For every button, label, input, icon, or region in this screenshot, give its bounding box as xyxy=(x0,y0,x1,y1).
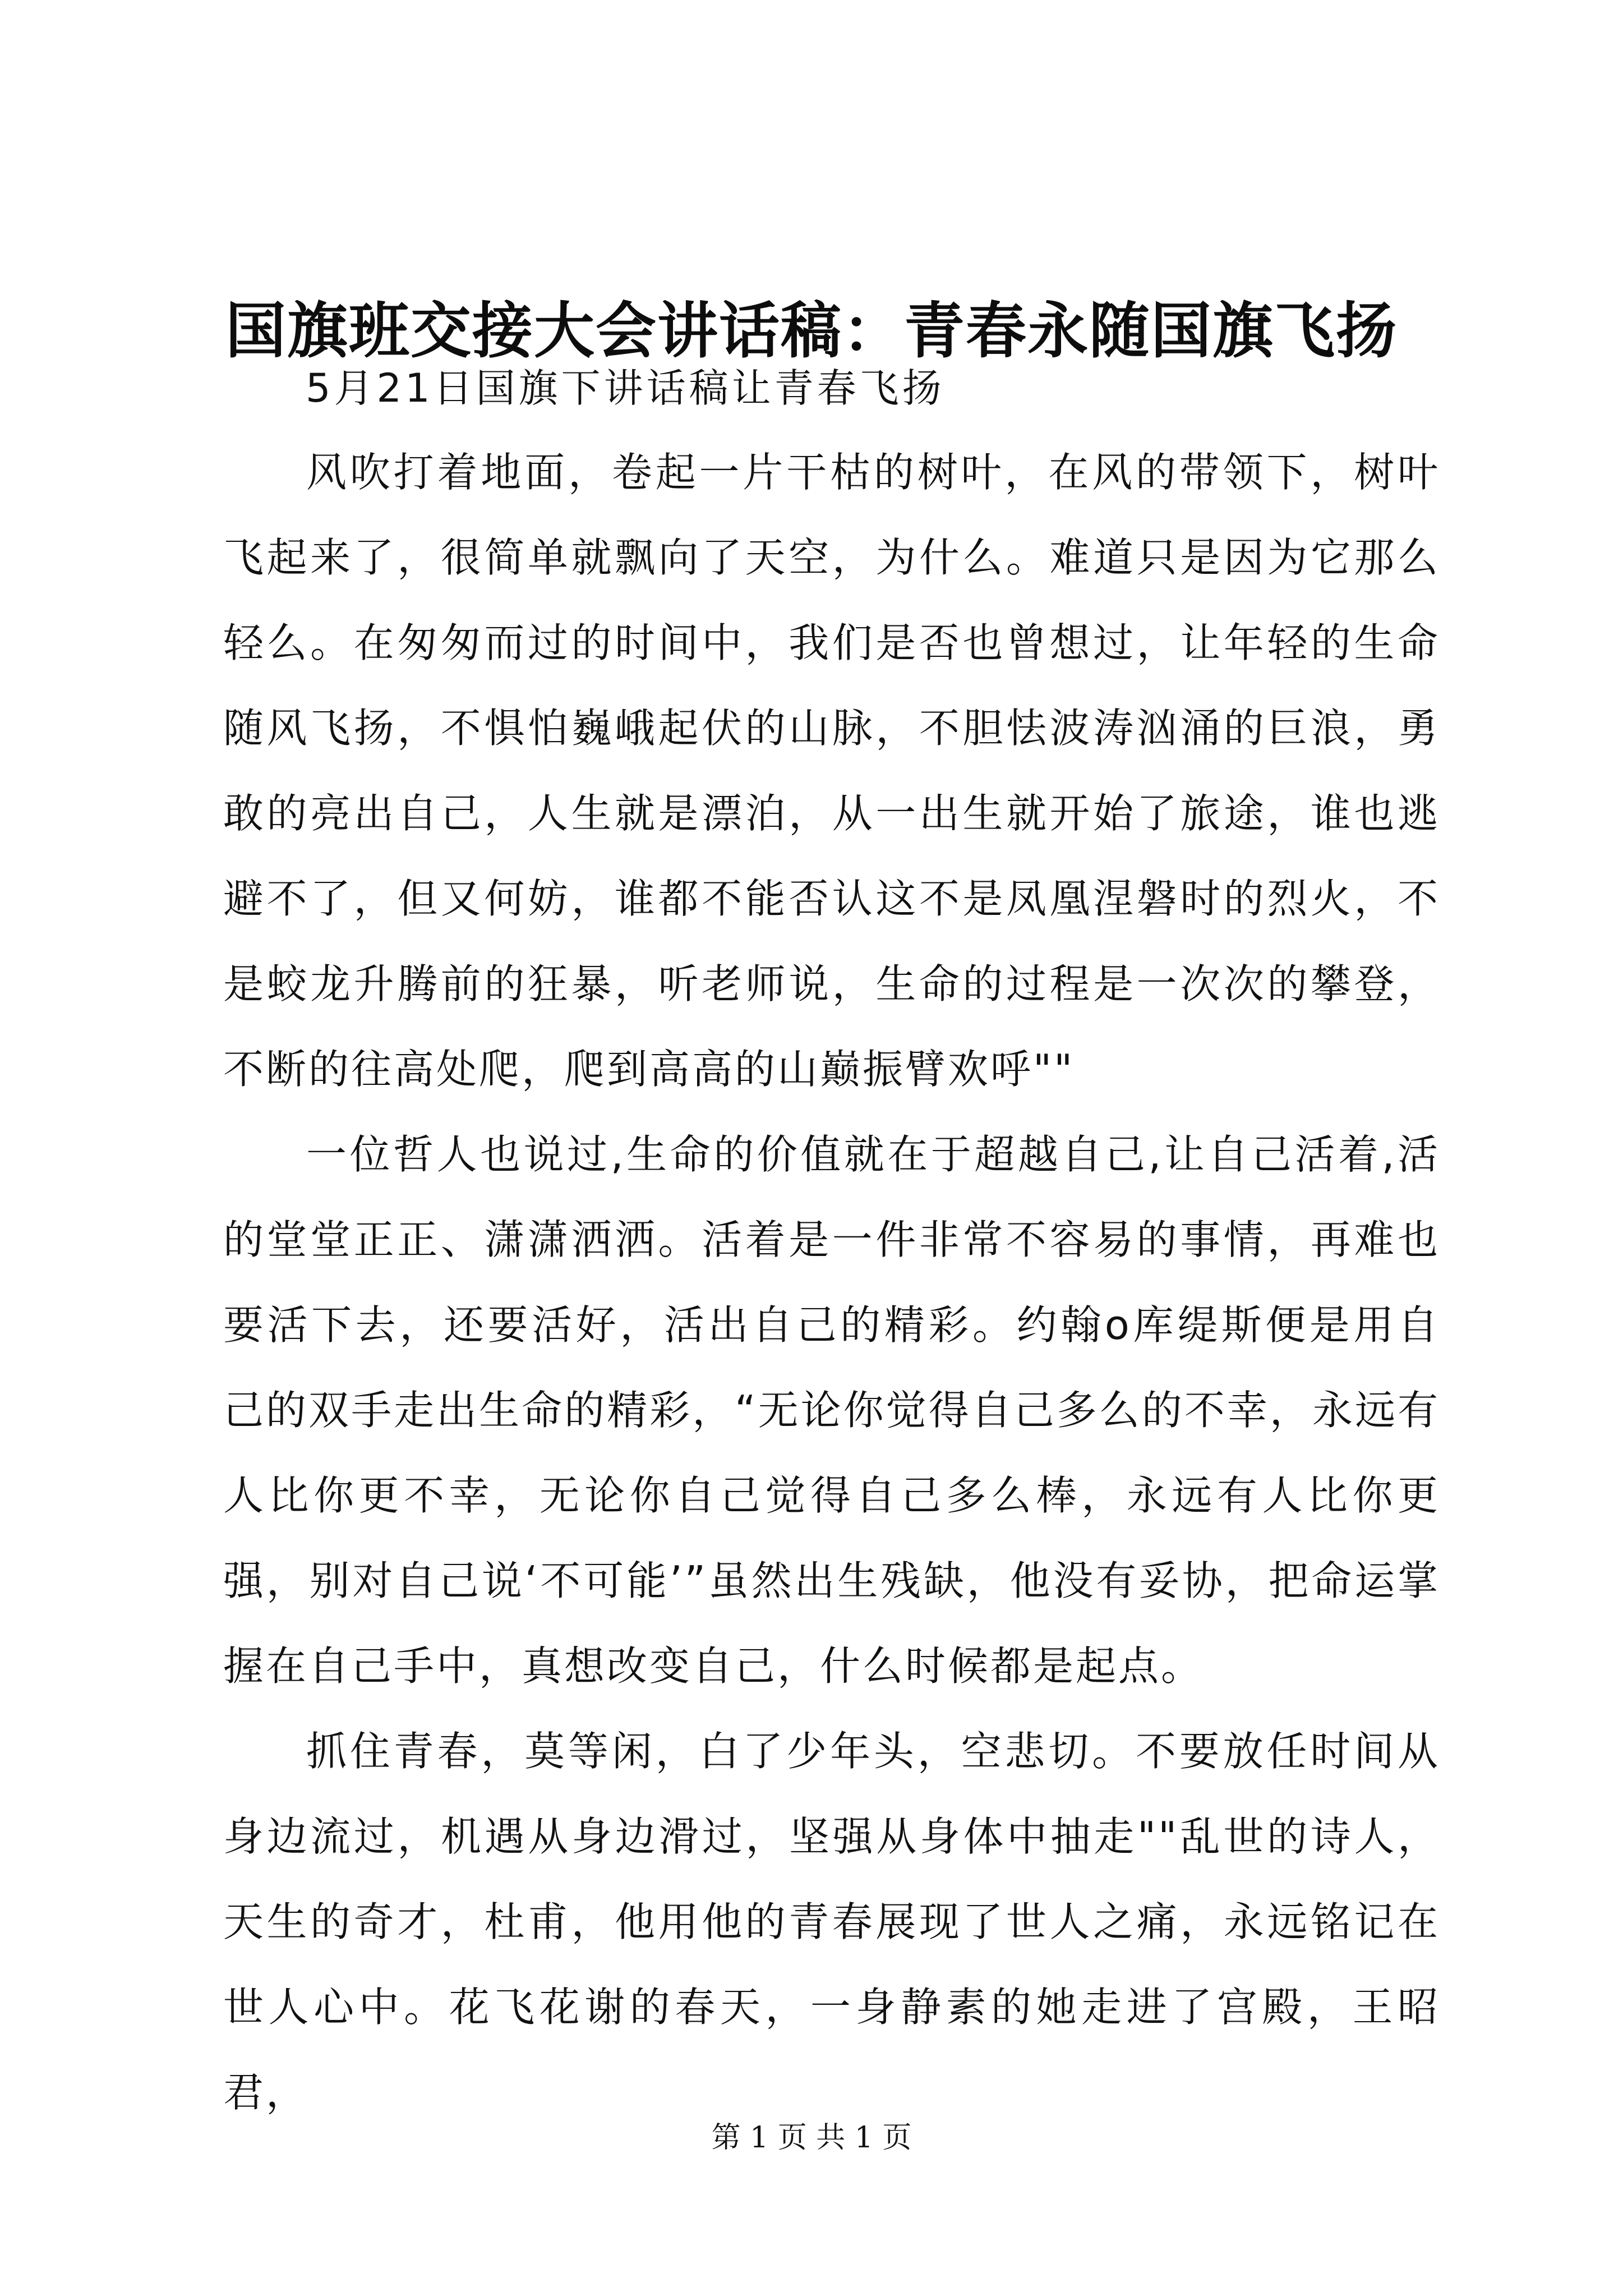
page-footer: 第 1 页 共 1 页 xyxy=(711,2121,912,2155)
paragraph-2: 一位哲人也说过,生命的价值就在于超越自己,让自己活着,活的堂堂正正、潇潇洒洒。活着是一件非常不容易的事情，再难也要活下去，还要活好，活出自己的精彩。约翰o库缇斯便是用自己的双手走出生命的精彩，“无论你觉得自己多么的不幸，永远有人比你更不幸，无论你自己觉得自己多么棒，永远有人比你更强，别对自己说‘不可能’”虽然出生残缺，他没有妥协，把命运掌握在自己手中，真想改变自己，什么时候都是起点。 xyxy=(223,1131,1440,1690)
document-body xyxy=(223,430,1440,2135)
document-subtitle: 5月21日国旗下讲话稿让青春飞扬 xyxy=(306,365,945,411)
paragraph-3: 抓住青春，莫等闲，白了少年头，空悲切。不要放任时间从身边流过，机遇从身边滑过，坚强从身体中抽走""乱世的诗人，天生的奇才，杜甫，他用他的青春展现了世人之痛，永远铭记在世人心中。花飞花谢的春天，一身静素的她走进了宫殿，王昭君， xyxy=(223,1728,1440,2116)
document-title: 国旗班交接大会讲话稿：青春永随国旗飞扬 xyxy=(225,296,1398,366)
paragraph-1: 风吹打着地面，卷起一片干枯的树叶，在风的带领下，树叶飞起来了，很简单就飘向了天空，为什么。难道只是因为它那么轻么。在匆匆而过的时间中，我们是否也曾想过，让年轻的生命随风飞扬，不惧怕巍峨起伏的山脉，不胆怯波涛汹涌的巨浪，勇敢的亮出自己，人生就是漂泊，从一出生就开始了旅途，谁也逃避不了，但又何妨，谁都不能否认这不是凤凰涅磐时的烈火，不是蛟龙升腾前的狂暴，听老师说，生命的过程是一次次的攀登，不断的往高处爬，爬到高高的山巅振臂欢呼"" xyxy=(223,449,1440,1093)
